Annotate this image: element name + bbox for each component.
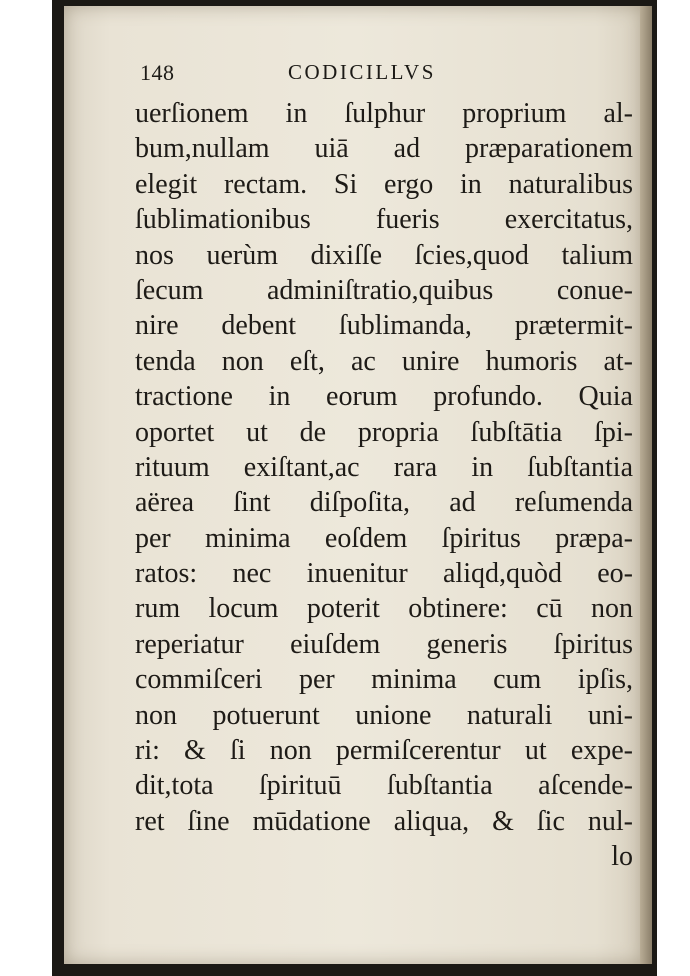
text-line: aërea ſint diſpoſita, ad reſumenda <box>135 487 633 519</box>
page-number: 148 <box>140 60 175 85</box>
text-line: rituum exiſtant,ac rara in ſubſtantia <box>135 451 633 483</box>
running-head: CODICILLVS <box>288 60 436 84</box>
text-line: ſublimationibus fueris exercitatus, <box>135 204 633 236</box>
text-line: dit,tota ſpirituū ſubſtantia aſcende- <box>135 770 633 802</box>
text-line: ri: & ſi non permiſcerentur ut expe- <box>135 735 633 767</box>
text-line: elegit rectam. Si ergo in naturalibus <box>135 168 633 200</box>
text-line: reperiatur eiuſdem generis ſpiritus <box>135 628 633 660</box>
text-line: nire debent ſublimanda, prætermit- <box>135 310 633 342</box>
text-line: commiſceri per minima cum ipſis, <box>135 664 633 696</box>
text-line: nos uerùm dixiſſe ſcies,quod talium <box>135 239 633 271</box>
text-line: ratos: nec inuenitur aliqd,quòd eo- <box>135 558 633 590</box>
text-line: oportet ut de propria ſubſtātia ſpi- <box>135 416 633 448</box>
text-line: non potuerunt unione naturali uni- <box>135 699 633 731</box>
body-text <box>135 96 633 875</box>
page-header <box>140 60 580 94</box>
text-line: bum,nullam uiā ad præparationem <box>135 133 633 165</box>
text-line: tractione in eorum profundo. Quia <box>135 381 633 413</box>
text-line: ſecum adminiſtratio,quibus conue- <box>135 274 633 306</box>
text-line: tenda non eſt, ac unire humoris at- <box>135 345 633 377</box>
text-line: uerſionem in ſulphur proprium al- <box>135 98 633 129</box>
text-line: rum locum poterit obtinere: cū non <box>135 593 633 625</box>
catchword: lo <box>611 841 633 873</box>
page-edge <box>640 6 652 964</box>
text-line: per minima eoſdem ſpiritus præpa- <box>135 522 633 554</box>
text-line: ret ſine mūdatione aliqua, & ſic nul- <box>135 805 633 837</box>
